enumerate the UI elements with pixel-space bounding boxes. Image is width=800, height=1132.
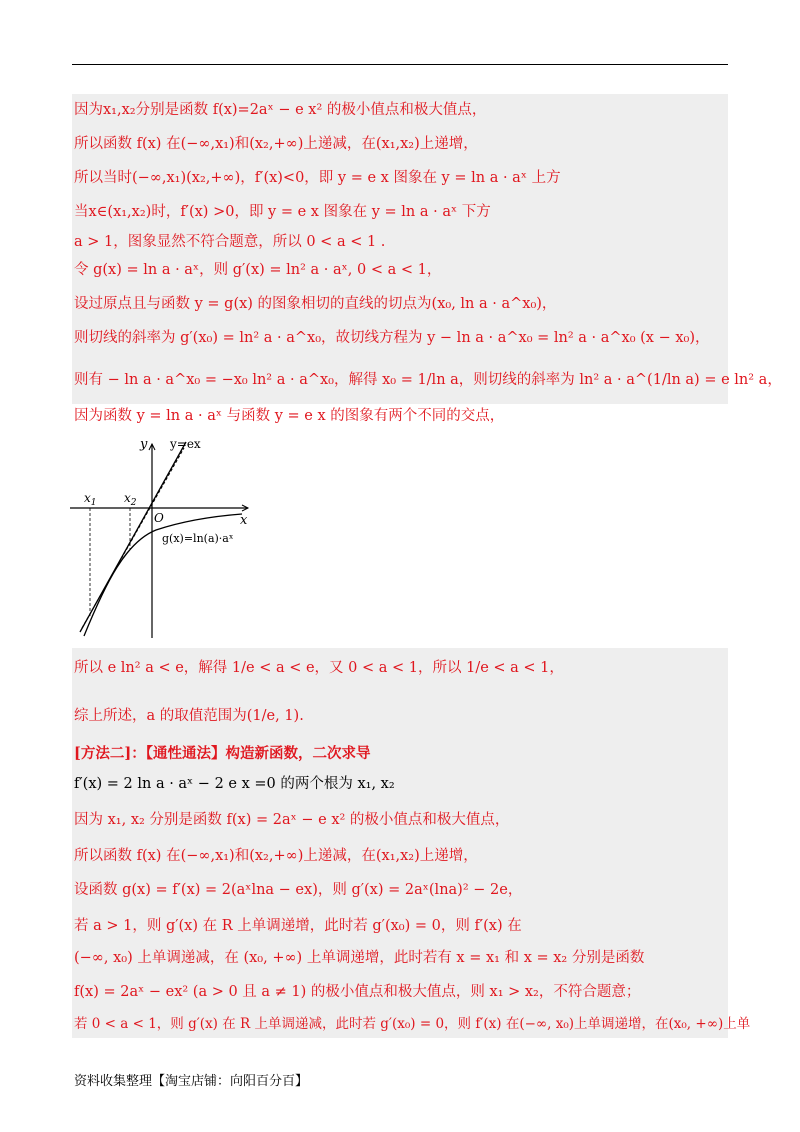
x1-label: $x_1$ (84, 491, 97, 508)
text-line: f′(x) = 2 ln a · aˣ − 2 e x =0 的两个根为 x₁, x₂ (74, 776, 395, 792)
text-line: 所以当时(−∞,x₁)(x₂,+∞)，f′(x)<0，即 y = e x 图象在 y = ln a · aˣ 上方 (74, 170, 561, 186)
text-line: (−∞, x₀) 上单调递减，在 (x₀, +∞) 上单调递增，此时若有 x = x₁ 和 x = x₂ 分别是函数 (74, 950, 645, 966)
curve-label: g(x)=ln(a)·aˣ (162, 532, 234, 545)
section-heading: [方法二]：【通性通法】构造新函数，二次求导 (74, 745, 371, 762)
origin-label: O (154, 511, 164, 525)
function-graph (66, 432, 266, 644)
text-line: 设函数 g(x) = f′(x) = 2(aˣlna − ex)，则 g′(x) = 2aˣ(lna)² − 2e， (74, 882, 523, 898)
x2-label: $x_2$ (124, 491, 137, 508)
x-axis-label: x (240, 513, 248, 528)
text-line: 令 g(x) = ln a · aˣ，则 g′(x) = ln² a · aˣ, 0 < a < 1， (74, 262, 442, 278)
text-line: 若 a > 1，则 g′(x) 在 R 上单调递增，此时若 g′(x₀) = 0，则 f′(x) 在 (74, 918, 522, 934)
y-axis-label: y (140, 437, 148, 452)
text-line: 所以 e ln² a < e，解得 1/e < a < e，又 0 < a < 1，所以 1/e < a < 1， (74, 660, 564, 676)
text-line: 因为函数 y = ln a · aˣ 与函数 y = e x 的图象有两个不同的交点， (74, 408, 505, 424)
line-label: y=ex (170, 437, 201, 451)
text-line: 若 0 < a < 1，则 g′(x) 在 R 上单调递减，此时若 g′(x₀) = 0，则 f′(x) 在(−∞, x₀)上单调递增，在(x₀, +∞)上单 (74, 1016, 751, 1032)
text-line: a > 1，图象显然不符合题意，所以 0 < a < 1 . (74, 234, 386, 250)
text-line: f(x) = 2aˣ − ex² (a > 0 且 a ≠ 1) 的极小值点和极大值点，则 x₁ > x₂，不符合题意； (74, 984, 641, 1000)
header-rule (72, 64, 728, 65)
text-line: 所以函数 f(x) 在(−∞,x₁)和(x₂,+∞)上递减，在(x₁,x₂)上递增， (74, 848, 478, 864)
text-line: 因为 x₁, x₂ 分别是函数 f(x) = 2aˣ − e x² 的极小值点和极大值点， (74, 812, 510, 828)
text-line: 则切线的斜率为 g′(x₀) = ln² a · a^x₀，故切线方程为 y − ln a · a^x₀ = ln² a · a^x₀ (x − x₀)， (74, 330, 710, 346)
text-line: 综上所述，a 的取值范围为(1/e, 1). (74, 708, 304, 724)
footer-text: 资料收集整理【淘宝店铺：向阳百分百】 (74, 1074, 309, 1089)
text-line: 当x∈(x₁,x₂)时，f′(x) >0，即 y = e x 图象在 y = ln a · aˣ 下方 (74, 204, 491, 220)
text-line: 因为x₁,x₂分别是函数 f(x)=2aˣ − e x² 的极小值点和极大值点， (74, 102, 487, 118)
text-line: 所以函数 f(x) 在(−∞,x₁)和(x₂,+∞)上递减，在(x₁,x₂)上递增， (74, 136, 478, 152)
text-line: 则有 − ln a · a^x₀ = −x₀ ln² a · a^x₀，解得 x₀ = 1/ln a，则切线的斜率为 ln² a · a^(1/ln a) = e ln² a， (74, 372, 782, 388)
text-line: 设过原点且与函数 y = g(x) 的图象相切的直线的切点为(x₀, ln a · a^x₀)， (74, 296, 557, 312)
